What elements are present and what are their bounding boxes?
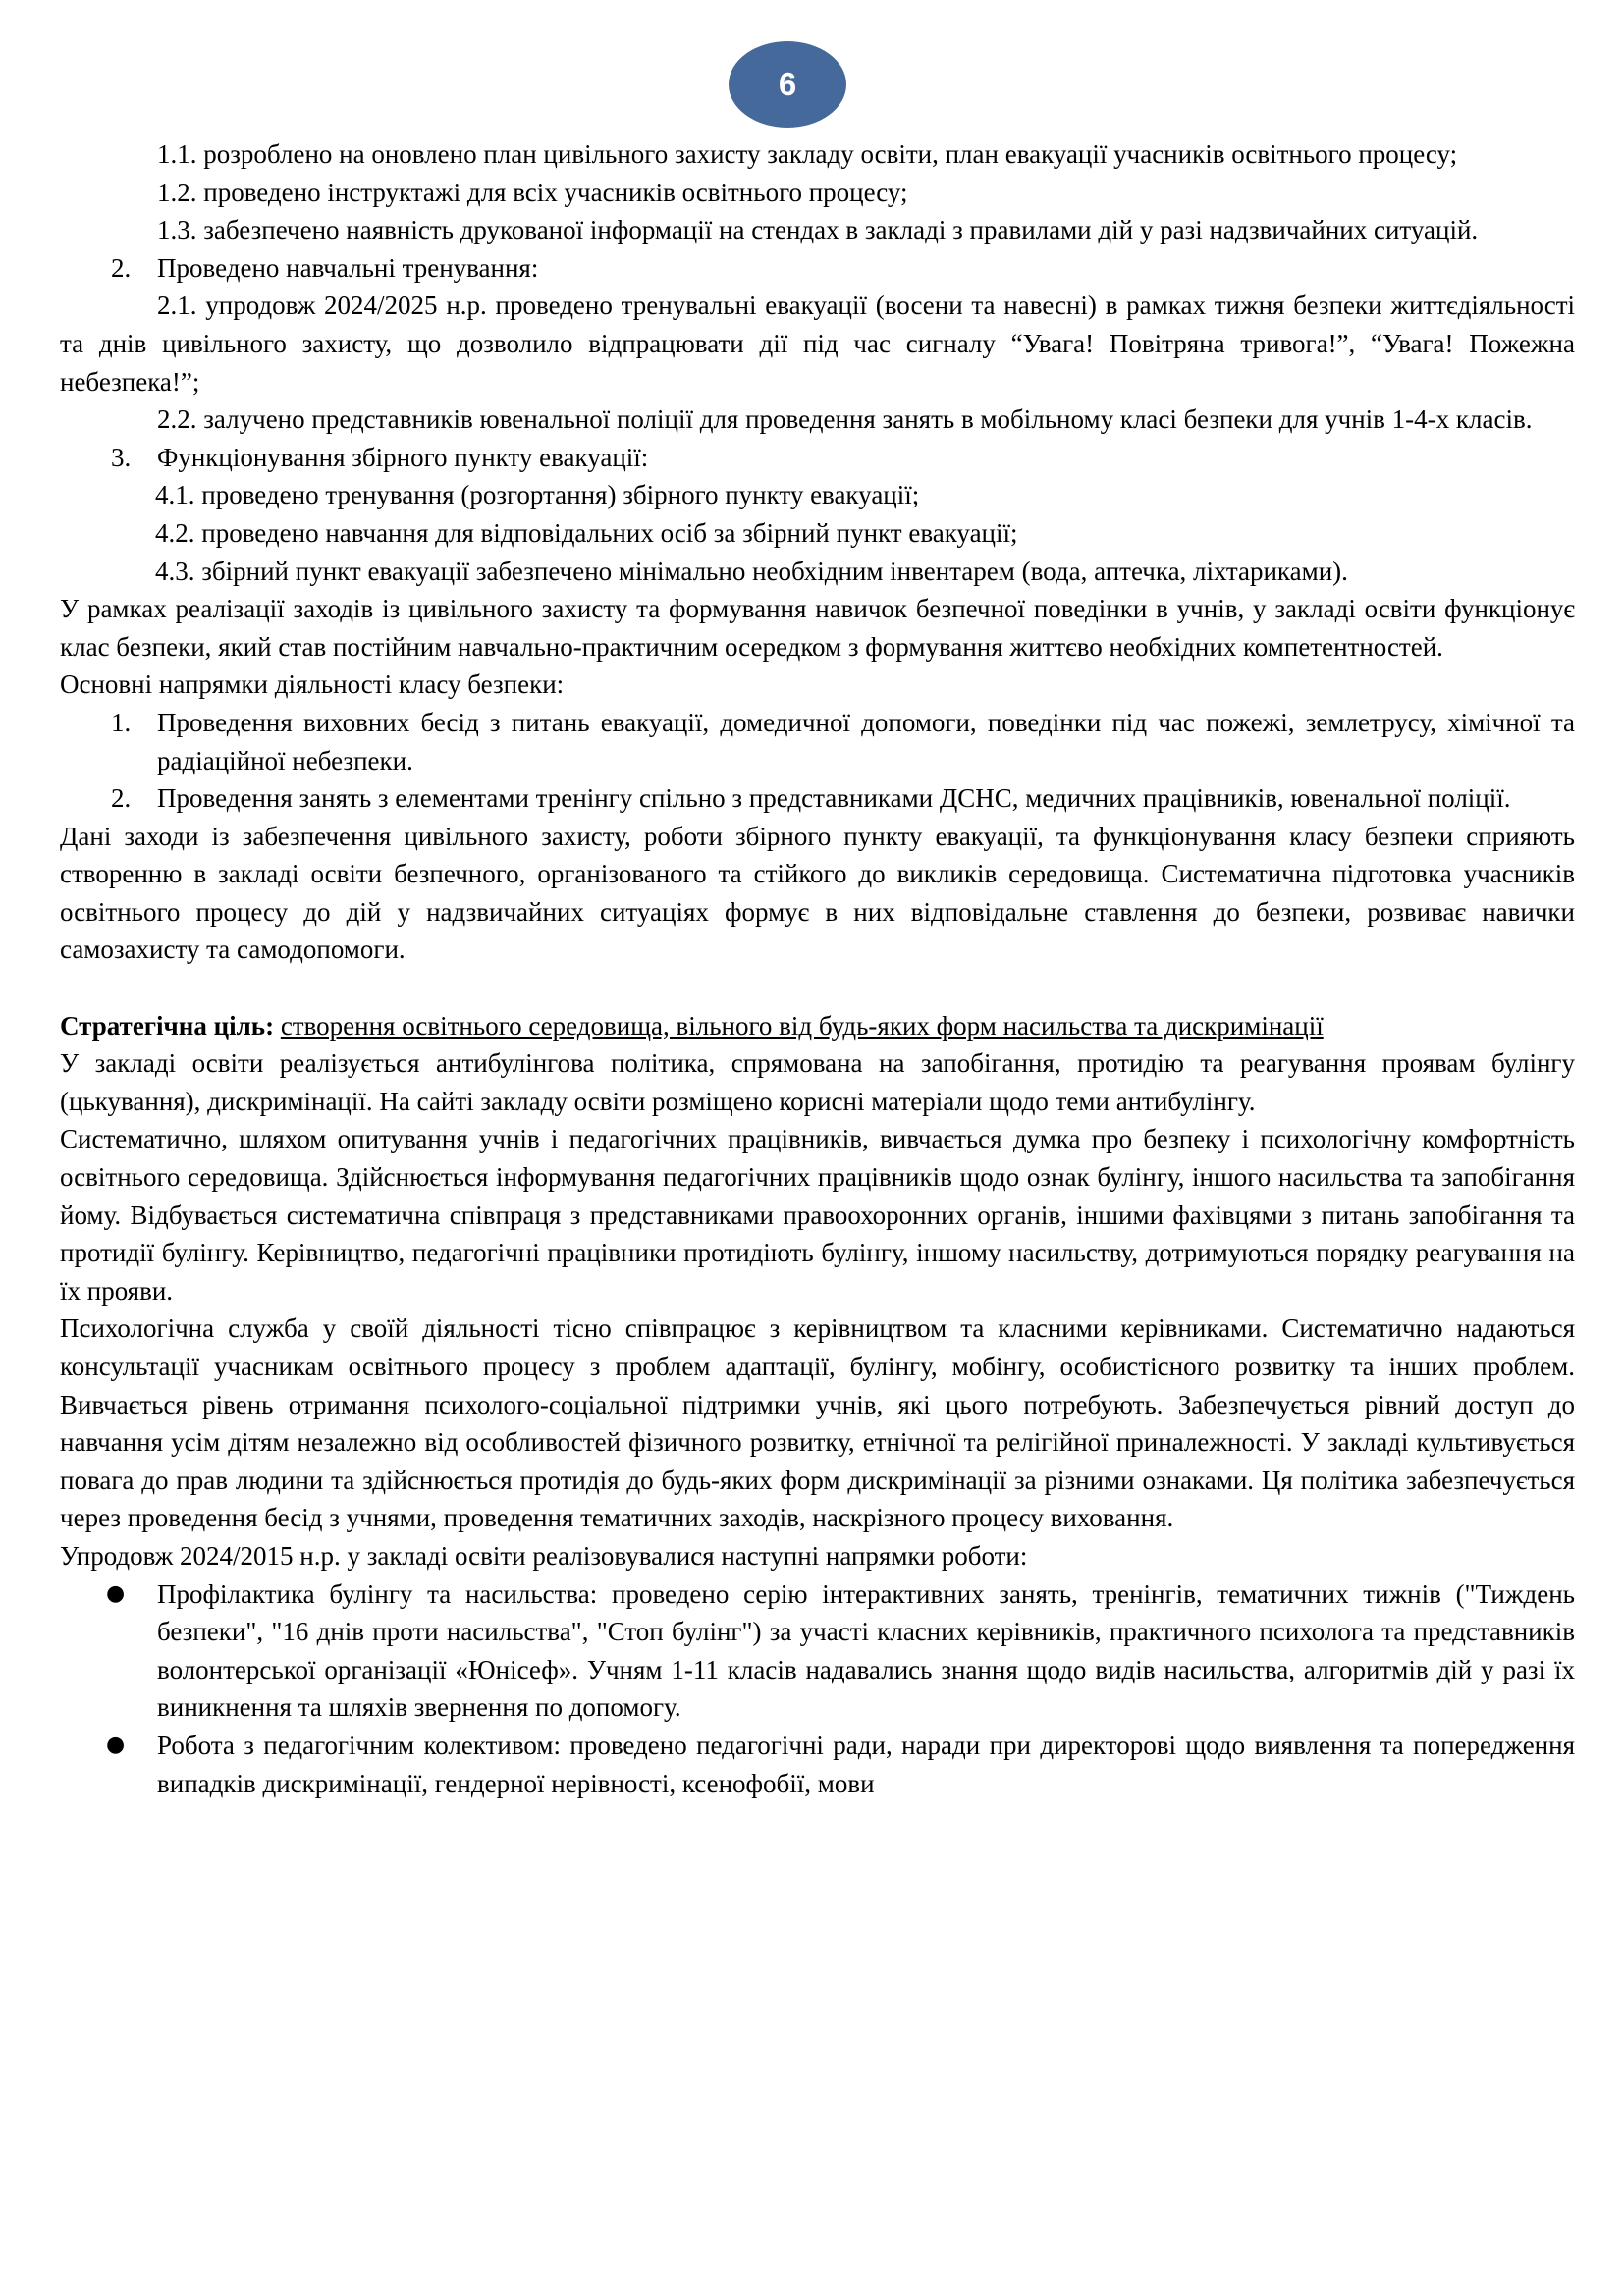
item-number: 2. — [111, 252, 132, 283]
item-text: Функціонування збірного пункту евакуації: — [157, 442, 649, 472]
bullet-dot-icon: ● — [106, 1580, 126, 1606]
page-number-badge: 6 — [729, 41, 846, 128]
item-number: 1. — [111, 707, 132, 737]
numbered-item — [60, 439, 1575, 477]
numbered-item — [60, 249, 1575, 288]
list-item: 2.2. залучено представників ювенальної поліції для проведення занять в мобільному класі безпеки для учнів 1-4-х класів. — [157, 404, 1533, 435]
list-item: 2.1. упродовж 2024/2025 н.р. проведено тренувальні евакуації (восени та навесні) в рамках тижня безпеки життєдіяльності та днів цивільного захисту, що дозволило відпрацювати дії під час сигналу “Увага! Повітряна тривога!”, “Увага! Пожежна небезпека!”; — [60, 291, 1575, 397]
bullet-dot-icon: ● — [106, 1732, 126, 1757]
paragraph: Систематично, шляхом опитування учнів і педагогічних працівників, вивчається думка про безпеку і психологічну комфортність освітнього середовища. Здійснюється інформування педагогічних працівників щодо ознак булінгу, іншого насильства та запобігання йому. Відбувається систематична співпраця з представниками правоохоронних органів, іншими фахівцями з питань запобігання та протидії булінгу. Керівництво, педагогічні працівники протидіють булінгу, іншому насильству, дотримуються порядку реагування на їх прояви. — [60, 1124, 1575, 1306]
numbered-item — [60, 704, 1575, 779]
item-number: 2. — [111, 783, 132, 814]
paragraph: Дані заходи із забезпечення цивільного захисту, роботи збірного пункту евакуації, та функціонування класу безпеки сприяють створенню в закладі освіти безпечного, організованого та стійкого до викликів середовища. Систематична підготовка учасників освітнього процесу до дій у надзвичайних ситуаціях формує в них відповідальне ставлення до безпеки, розвиває навички самозахисту та самодопомоги. — [60, 821, 1575, 965]
list-item: 4.2. проведено навчання для відповідальних осіб за збірний пункт евакуації; — [155, 517, 1018, 548]
list-item: 1.2. проведено інструктажі для всіх учасників освітнього процесу; — [157, 177, 908, 207]
paragraph: Основні напрямки діяльності класу безпеки: — [60, 669, 565, 700]
goal-label: Стратегічна ціль: — [60, 1010, 275, 1041]
bullet-item — [60, 1575, 1575, 1727]
list-item: 4.1. проведено тренування (розгортання) збірного пункту евакуації; — [155, 480, 920, 510]
item-number: 3. — [111, 442, 132, 472]
strategic-goal — [60, 1007, 1575, 1045]
spacer — [60, 969, 1575, 1007]
list-item: 4.3. збірний пункт евакуації забезпечено мінімально необхідним інвентарем (вода, аптечка, ліхтариками). — [155, 556, 1348, 586]
bullet-text: Профілактика булінгу та насильства: проведено серію інтерактивних занять, тренінгів, тематичних тижнів ("Тиждень безпеки", "16 днів проти насильства", "Стоп булінг") за участі класних керівників, практичного психолога та представників волонтерської організації «Юнісеф». Учням 1-11 класів надавались знання щодо видів насильства, алгоритмів дій у разі їх виникнення та шляхів звернення по допомогу. — [157, 1578, 1575, 1723]
paragraph: Психологічна служба у своїй діяльності тісно співпрацює з керівництвом та класними керівниками. Систематично надаються консультації учасникам освітнього процесу з проблем адаптації, булінгу, мобінгу, особистісного розвитку та інших проблем. Вивчається рівень отримання психолого-соціальної підтримки учнів, які цього потребують. Забезпечується рівний доступ до навчання усім дітям незалежно від особливостей фізичного розвитку, етнічної та релігійної приналежності. У закладі культивується повага до прав людини та здійснюється протидія до будь-яких форм дискримінації за різними ознаками. Ця політика забезпечується через проведення бесід з учнями, проведення тематичних заходів, наскрізного процесу виховання. — [60, 1313, 1575, 1533]
paragraph: Упродовж 2024/2015 н.р. у закладі освіти реалізовувалися наступні напрямки роботи: — [60, 1540, 1028, 1571]
item-text: Проведення виховних бесід з питань евакуації, домедичної допомоги, поведінки під час пожежі, землетрусу, хімічної та радіаційної небезпеки. — [157, 707, 1575, 775]
bullet-item — [60, 1727, 1575, 1802]
numbered-item — [60, 779, 1575, 818]
paragraph: У рамках реалізації заходів із цивільного захисту та формування навичок безпечної поведінки в учнів, у закладі освіти функціонує клас безпеки, який став постійним навчально-практичним осередком з формування життєво необхідних компетентностей. — [60, 594, 1575, 662]
item-text: Проведення занять з елементами тренінгу спільно з представниками ДСНС, медичних працівників, ювенальної поліції. — [157, 783, 1511, 814]
list-item: 1.1. розроблено на оновлено план цивільного захисту закладу освіти, план евакуації учасників освітнього процесу; — [157, 139, 1458, 169]
goal-text: створення освітнього середовища, вільного від будь-яких форм насильства та дискримінації — [280, 1010, 1324, 1041]
bullet-text: Робота з педагогічним колективом: проведено педагогічні ради, наради при директорові щодо виявлення та попередження випадків дискримінації, гендерної нерівності, ксенофобії, мови — [157, 1730, 1575, 1798]
page-body — [60, 135, 1575, 1802]
paragraph: У закладі освіти реалізується антибулінгова політика, спрямована на запобігання, протидію та реагування проявам булінгу (цькування), дискримінації. На сайті закладу освіти розміщено корисні матеріали щодо теми антибулінгу. — [60, 1048, 1575, 1116]
item-text: Проведено навчальні тренування: — [157, 252, 539, 283]
list-item: 1.3. забезпечено наявність друкованої інформації на стендах в закладі з правилами дій у разі надзвичайних ситуацій. — [157, 215, 1479, 245]
